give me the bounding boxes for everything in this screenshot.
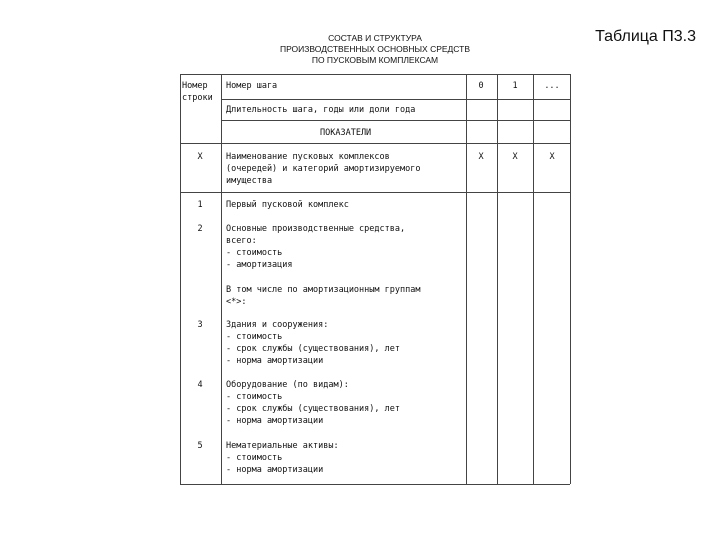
row-2-line-1: Основные производственные средства, — [226, 224, 406, 234]
row-4-line-3: - срок службы (существования), лет — [226, 404, 400, 414]
subgroup-line-1: В том числе по амортизационным группам — [226, 285, 421, 295]
table-top-border — [180, 74, 570, 75]
header-divider-3 — [180, 143, 570, 144]
indicators-label: ПОКАЗАТЕЛИ — [320, 128, 372, 138]
col-divider-2 — [466, 74, 467, 484]
step-number-label: Номер шага — [226, 81, 278, 91]
header-divider-2 — [221, 120, 570, 121]
table-border-right — [570, 74, 571, 484]
row-3-number: 3 — [197, 320, 203, 330]
x-mark: X — [197, 152, 203, 162]
row-number-header-1: Номер — [182, 81, 208, 91]
row-2-line-2: всего: — [226, 236, 257, 246]
header-divider-1 — [221, 99, 570, 100]
header-divider-4 — [180, 192, 570, 193]
row-4-line-4: - норма амортизации — [226, 416, 324, 426]
row-4-line-2: - стоимость — [226, 392, 283, 402]
row-3-line-1: Здания и сооружения: — [226, 320, 329, 330]
row-3-line-2: - стоимость — [226, 332, 283, 342]
row-1-line-1: Первый пусковой комплекс — [226, 200, 349, 210]
step-col-0: 0 — [478, 81, 484, 91]
row-5-line-1: Нематериальные активы: — [226, 441, 339, 451]
row-2-number: 2 — [197, 224, 203, 234]
table-number: Таблица П3.3 — [595, 28, 696, 45]
row-number-header-2: строки — [182, 93, 213, 103]
row-4-line-1: Оборудование (по видам): — [226, 380, 349, 390]
name-label-line-3: имущества — [226, 176, 273, 186]
col-divider-3 — [497, 74, 498, 484]
col-divider-4 — [533, 74, 534, 484]
x-col-0: X — [478, 152, 484, 162]
heading-line-1: СОСТАВ И СТРУКТУРА — [328, 33, 422, 43]
row-5-line-3: - норма амортизации — [226, 465, 324, 475]
row-5-line-2: - стоимость — [226, 453, 283, 463]
duration-label: Длительность шага, годы или доли года — [226, 105, 416, 115]
row-5-number: 5 — [197, 441, 203, 451]
col-divider-1 — [221, 74, 222, 484]
heading-line-2: ПРОИЗВОДСТВЕННЫХ ОСНОВНЫХ СРЕДСТВ — [279, 44, 471, 54]
table-border-left — [180, 74, 181, 484]
x-col-1: X — [512, 152, 518, 162]
step-col-1: 1 — [512, 81, 518, 91]
row-4-number: 4 — [197, 380, 203, 390]
row-3-line-3: - срок службы (существования), лет — [226, 344, 400, 354]
heading-line-3: ПО ПУСКОВЫМ КОМПЛЕКСАМ — [311, 55, 439, 65]
row-1-number: 1 — [197, 200, 203, 210]
subgroup-line-2: <*>: — [226, 297, 247, 307]
step-col-more: ... — [544, 81, 560, 91]
x-col-2: X — [549, 152, 555, 162]
name-label-line-2: (очередей) и категорий амортизируемого — [226, 164, 421, 174]
table-bottom-border — [180, 484, 570, 485]
row-2-line-3: - стоимость — [226, 248, 283, 258]
row-3-line-4: - норма амортизации — [226, 356, 324, 366]
row-2-line-4: - амортизация — [226, 260, 293, 270]
name-label-line-1: Наименование пусковых комплексов — [226, 152, 390, 162]
